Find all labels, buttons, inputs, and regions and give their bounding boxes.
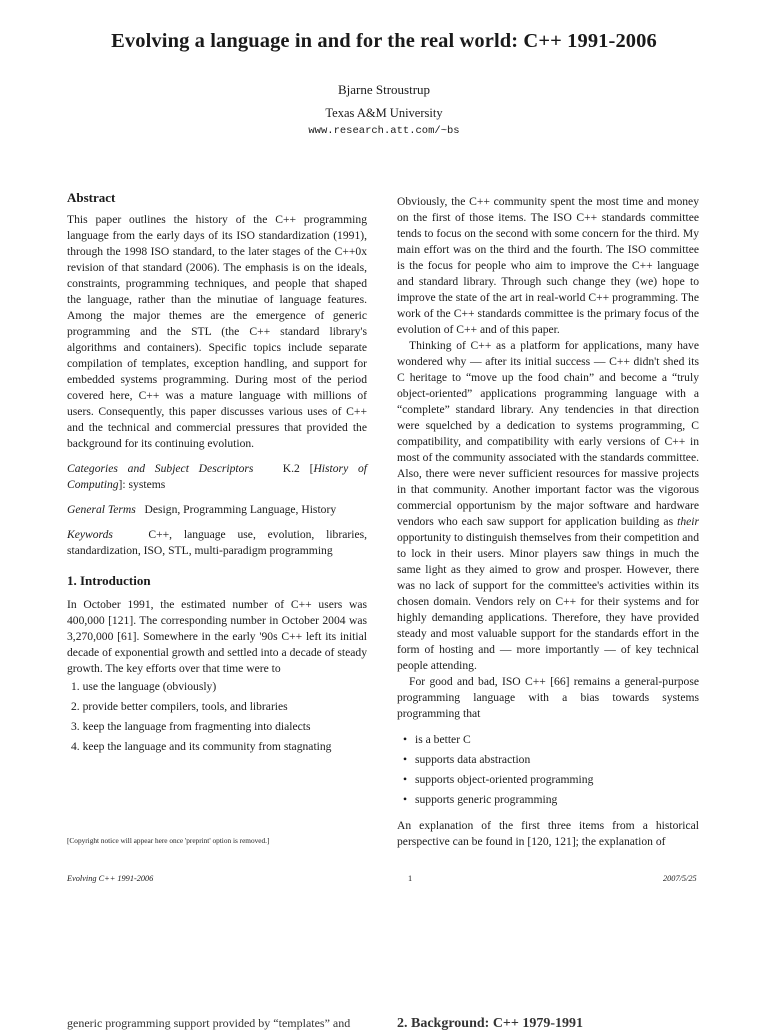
general-terms — [67, 502, 367, 518]
footer-title: Evolving C++ 1991-2006 — [67, 874, 154, 883]
abstract-text: This paper outlines the history of the C++ programming language from the early days of its ISO standardization (1991), through the 1998 ISO standard, to the later stages of the C++0x revision of that standard (2006). The emphasis is on the ideals, constraints, programming techniques, and people that shaped the language, rather than the minutiae of language features. Among the major themes are the emergence of generic programming and the STL (the C++ standard library's algorithms and containers). Specific topics include separate compilation of templates, exception handling, and support for embedded systems programming. During most of the period covered here, C++ was a mature language with millions of users. Consequently, this paper discusses various uses of C++ and the technical and commercial pressures that provided the background for its continuing evolution. — [67, 213, 367, 450]
categories-descriptors — [67, 461, 367, 493]
keywords-value: C++, language use, evolution, libraries, standardization, ISO, STL, multi-paradigm programming — [67, 528, 368, 557]
list-item: 4. keep the language and its community from stagnating — [71, 740, 332, 753]
list-item — [403, 732, 699, 748]
list-item-text: supports object-oriented programming — [415, 773, 594, 786]
categories-label: Categories and Subject Descriptors — [67, 462, 254, 475]
categories-value-italic: History of Computing — [67, 462, 368, 491]
introduction-heading: 1. Introduction — [67, 573, 151, 588]
introduction-text: In October 1991, the estimated number of C++ users was 400,000 [121]. The corresponding number in October 2004 was 3,270,000 [61]. Somewhere in the early '90s C++ left its initial decade of exponential growth and settled into a decade of steady growth. The key efforts over that time were to — [67, 598, 367, 675]
list-item: 3. keep the language from fragmenting into dialects — [71, 720, 311, 733]
copyright-notice: [Copyright notice will appear here once 'preprint' option is removed.] — [67, 836, 270, 845]
right-column — [397, 194, 699, 850]
list-item — [403, 772, 699, 788]
bullet-list — [397, 732, 699, 808]
author-name: Bjarne Stroustrup — [337, 82, 431, 97]
body-text: Thinking of C++ as a platform for applications, many have wondered why — after its initial success — C++ didn't shed its C heritage to “move up the food chain” and become a “truly object-oriented” applications programming language with a “complete” standard library. Any tendencies in that direction were squelched by a dedication to systems programming, C compatibility, and compatibility with early versions of C++ in most of the community associated with the standards committee. Also, there were never sufficient resources for massive projects in that community. Another important factor was the vigorous commercial opportunism by the major software and hardware vendors who each saw support for application building as — [397, 339, 699, 528]
categories-value-post: ]: systems — [118, 478, 166, 491]
categories-value-pre: K.2 [ — [282, 462, 314, 475]
bullet-icon: • — [403, 753, 408, 766]
list-item — [403, 752, 699, 768]
author-affiliation: Texas A&M University — [325, 106, 443, 120]
general-terms-value: Design, Programming Language, History — [144, 503, 337, 516]
list-item — [403, 792, 699, 808]
bullet-icon: • — [403, 793, 408, 806]
list-item-text: supports data abstraction — [415, 753, 531, 766]
page-number: 1 — [408, 874, 413, 883]
keywords-label: Keywords — [67, 528, 113, 541]
abstract-heading: Abstract — [67, 190, 116, 205]
next-page-text: generic programming support provided by “templates” and — [67, 1016, 351, 1030]
body-text: opportunity to distinguish themselves from their competition and to lock in their users. Minor players saw things in much the same light as they aimed to grow and prosper. However, there was no lack of support for the committee's activities within its chosen domain. Vendors rely on C++ for their systems and for highly demanding applications. Therefore, they have provided steady and most valuable support for the standards effort in the form of hosting and — more importantly — of key technical people attending. — [397, 531, 699, 672]
body-paragraph: Obviously, the C++ community spent the most time and money on the first of those items. The ISO C++ standards committee tends to focus on the second with some concern for the third. My main effort was on the third and the fourth. The ISO committee is the focus for people who aim to improve the C++ language and standard library. Through such change they (we) hope to improve the state of the art in real-world C++ programming. The work of the C++ standards committee is the primary focus of the evolution of C++ and of this paper. — [397, 195, 699, 336]
author-url: www.research.att.com/~bs — [308, 125, 460, 137]
list-item: 1. use the language (obviously) — [71, 680, 217, 693]
bullet-icon: • — [403, 773, 408, 786]
general-terms-label: General Terms — [67, 503, 136, 516]
left-column — [67, 190, 367, 759]
list-item-text: supports generic programming — [415, 793, 558, 806]
list-item-text: is a better C — [415, 733, 471, 746]
keywords — [67, 527, 367, 559]
emphasis-text: their — [677, 515, 699, 528]
body-paragraph: For good and bad, ISO C++ [66] remains a general-purpose programming language with a bias towards systems programming that — [397, 675, 699, 720]
bullet-icon: • — [403, 733, 408, 746]
list-item: 2. provide better compilers, tools, and libraries — [71, 700, 288, 713]
next-page-heading: 2. Background: C++ 1979-1991 — [397, 1016, 584, 1031]
body-paragraph: An explanation of the first three items from a historical perspective can be found in [120, 121]; the explanation of — [397, 819, 699, 848]
key-efforts-list — [67, 679, 367, 755]
footer-date: 2007/5/25 — [663, 874, 697, 883]
paper-title: Evolving a language in and for the real world: C++ 1991-2006 — [111, 30, 657, 52]
body-paragraph — [397, 338, 699, 674]
